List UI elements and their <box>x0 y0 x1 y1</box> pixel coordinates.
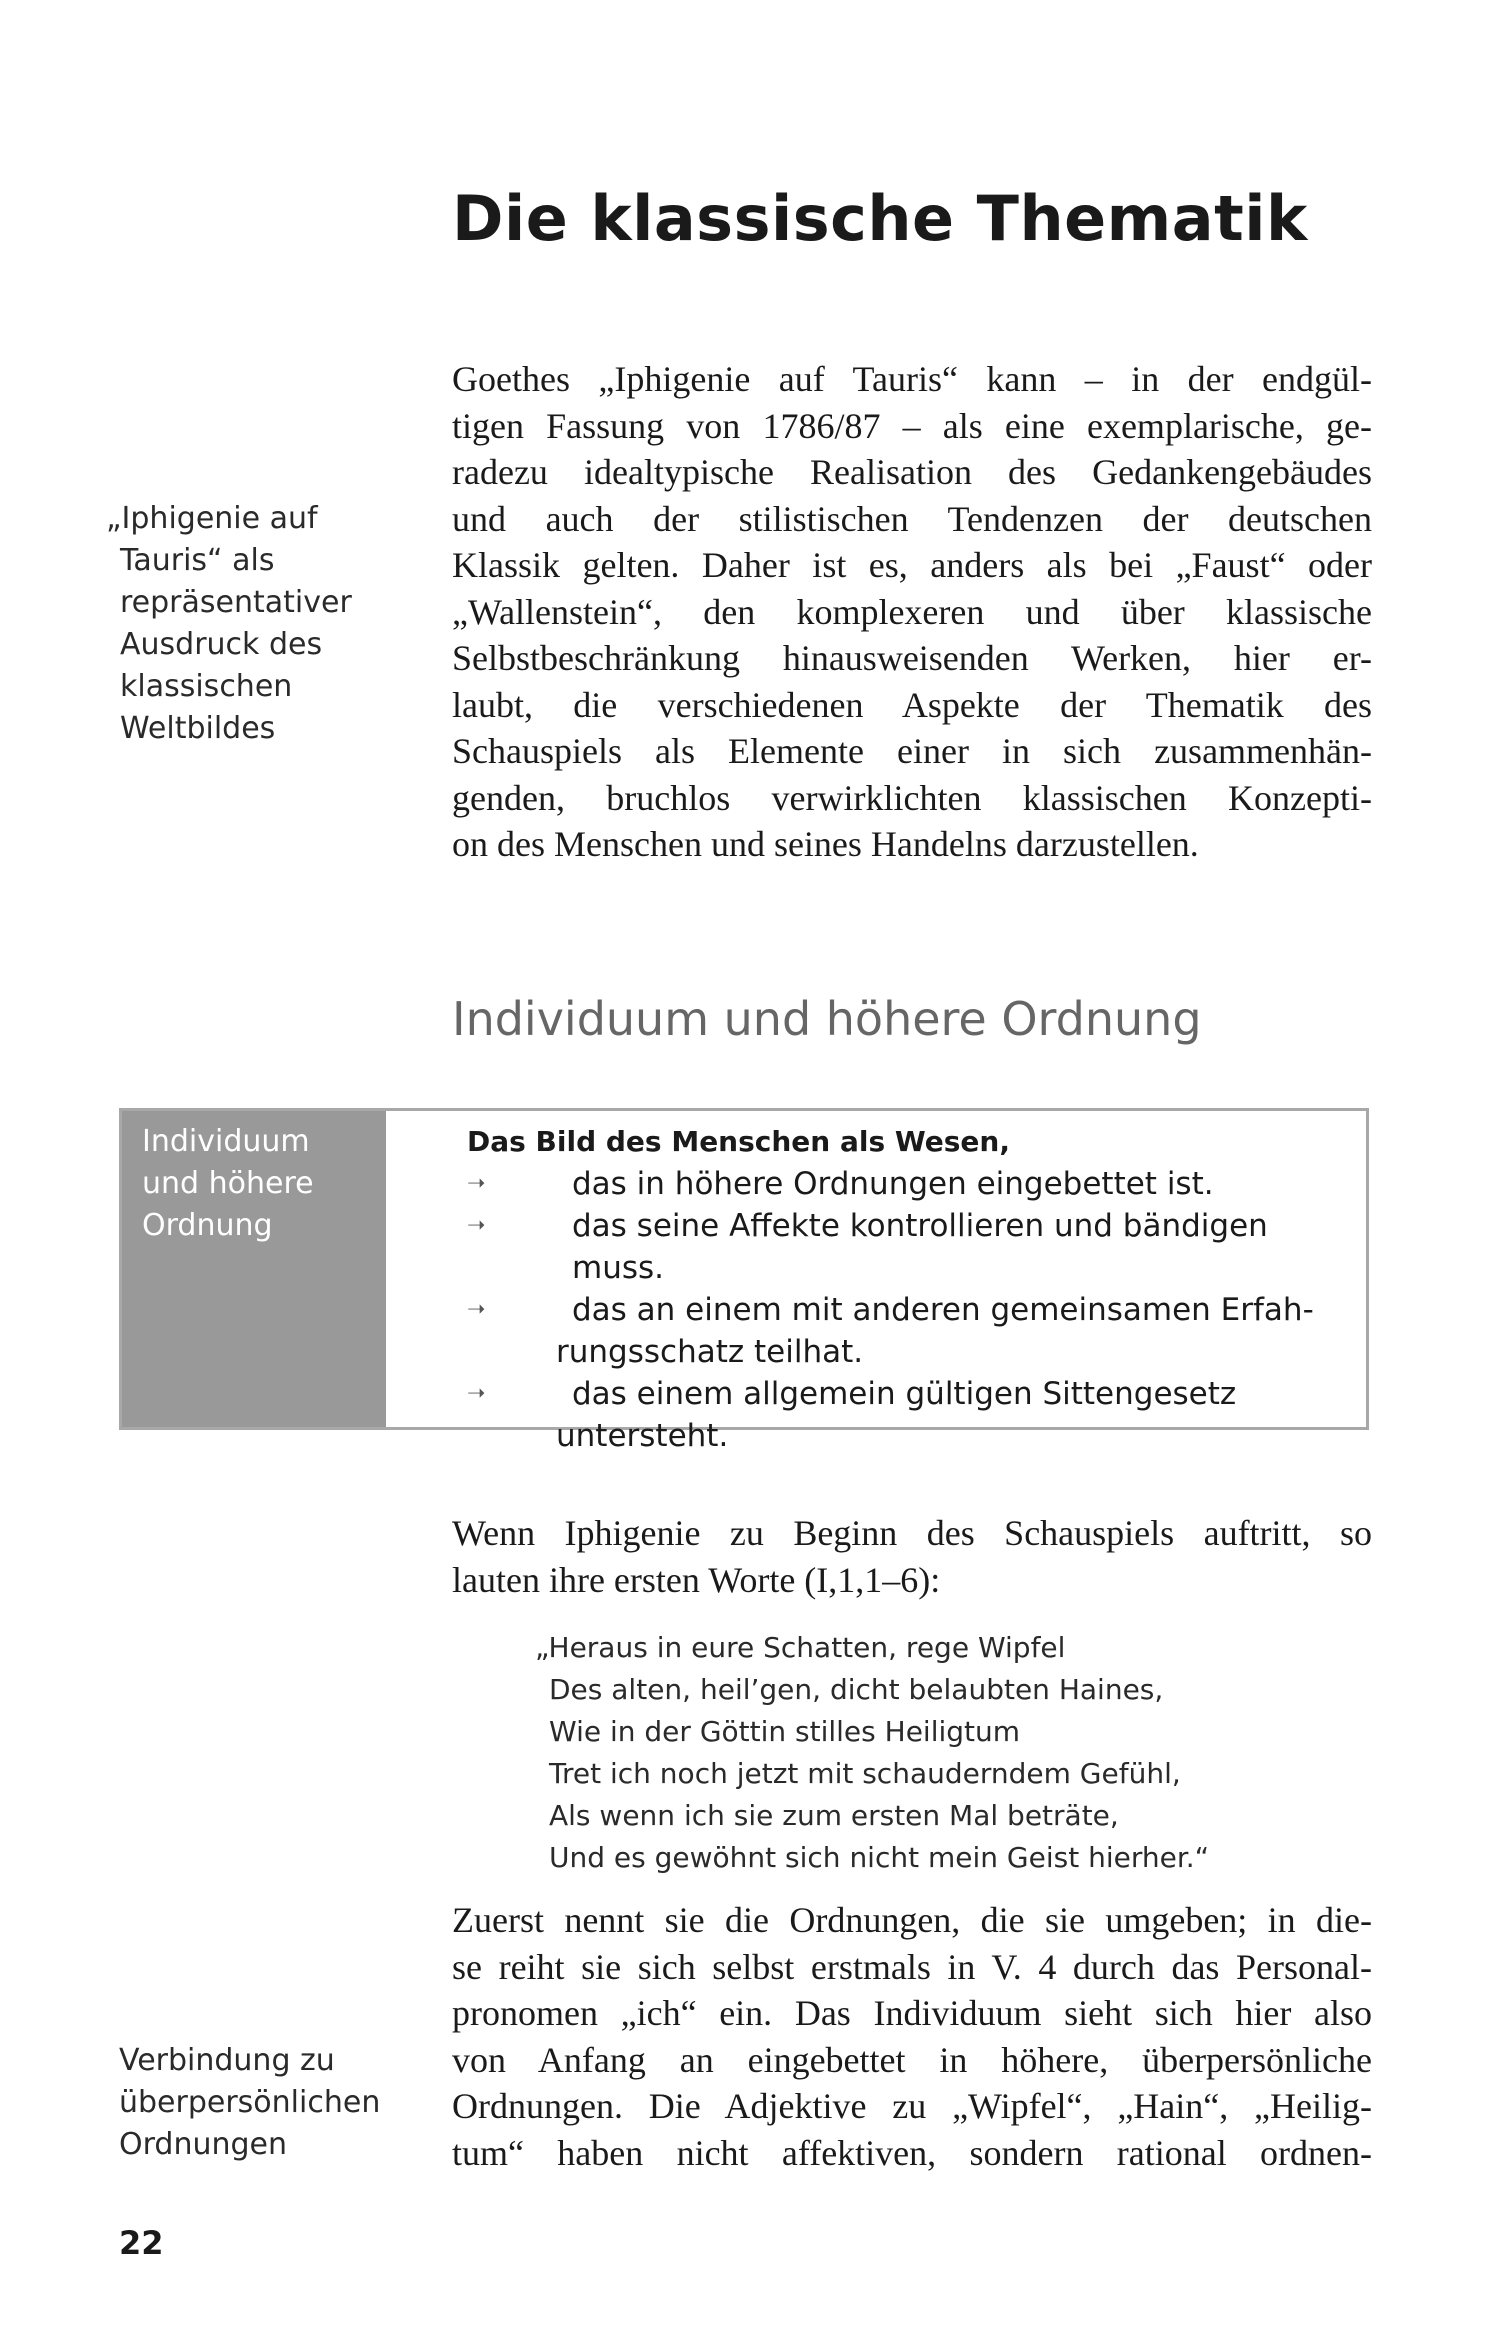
text-line: „Wallenstein“, den komplexeren und über klassische <box>452 591 1372 632</box>
page-number: 22 <box>119 2224 164 2262</box>
paragraph-3 <box>452 1897 1372 2176</box>
summary-box-label <box>122 1111 386 1427</box>
bullet-item <box>467 1205 1347 1289</box>
bullet-text-continued: untersteht. <box>556 1418 729 1454</box>
text-line: und auch der stilistischen Tendenzen der deutschen <box>452 498 1372 539</box>
text-line: Schauspiels als Elemente einer in sich zusammenhän- <box>452 731 1372 771</box>
text-line: Goethes „Iphigenie auf Tauris“ kann – in der endgül- <box>452 359 1372 399</box>
bullet-text: das seine Affekte kontrollieren und bändigen muss. <box>572 1208 1268 1286</box>
margin-note-line: klassischen <box>120 669 293 704</box>
arrow-right-icon: ➝ <box>467 1297 486 1322</box>
intro-paragraph <box>452 356 1372 868</box>
page-title: Die klassische Thematik <box>452 182 1308 255</box>
arrow-right-icon: ➝ <box>467 1381 486 1406</box>
margin-note-line: Tauris“ als <box>120 543 275 578</box>
box-label-line: Ordnung <box>142 1208 273 1243</box>
verse-line: Tret ich noch jetzt mit schauderndem Gefühl, <box>549 1757 1181 1790</box>
text-line: tum“ haben nicht affektiven, sondern rational ordnen- <box>452 2132 1372 2173</box>
verse-line: Und es gewöhnt sich nicht mein Geist hierher.“ <box>549 1841 1210 1874</box>
margin-note-line: Verbindung zu <box>119 2043 335 2078</box>
paragraph-2 <box>452 1510 1372 1603</box>
bullet-item <box>467 1373 1347 1457</box>
margin-note-line: „Iphigenie auf <box>106 501 318 536</box>
arrow-right-icon: ➝ <box>467 1171 486 1196</box>
text-line: radezu idealtypische Realisation des Gedankengebäudes <box>452 452 1372 492</box>
text-line: on des Menschen und seines Handelns darzustellen. <box>452 824 1199 864</box>
verse-line: „Heraus in eure Schatten, rege Wipfel <box>535 1631 1066 1664</box>
text-line: Zuerst nennt sie die Ordnungen, die sie umgeben; in die- <box>452 1900 1372 1940</box>
box-label-line: und höhere <box>142 1166 314 1201</box>
bullet-text-continued: rungsschatz teilhat. <box>556 1334 864 1370</box>
text-line: pronomen „ich“ ein. Das Individuum sieht sich hier also <box>452 1993 1372 2033</box>
text-line: laubt, die verschiedenen Aspekte der Thematik des <box>452 684 1372 725</box>
text-line: Wenn Iphigenie zu Beginn des Schauspiels auftritt, so <box>452 1513 1372 1553</box>
verse-line: Wie in der Göttin stilles Heiligtum <box>549 1715 1021 1748</box>
bullet-item <box>467 1289 1347 1373</box>
summary-box <box>119 1108 1369 1454</box>
text-line: genden, bruchlos verwirklichten klassischen Konzepti- <box>452 777 1372 818</box>
verse-line: Des alten, heil’gen, dicht belaubten Haines, <box>549 1673 1164 1706</box>
arrow-right-icon: ➝ <box>467 1213 486 1238</box>
text-line: Klassik gelten. Daher ist es, anders als bei „Faust“ oder <box>452 545 1372 585</box>
margin-note-line: Weltbildes <box>120 711 276 746</box>
bullet-text: das an einem mit anderen gemeinsamen Erfah- <box>572 1292 1314 1328</box>
text-line: von Anfang an eingebettet in höhere, überpersönliche <box>452 2039 1372 2080</box>
section-heading: Individuum und höhere Ordnung <box>452 992 1202 1046</box>
box-label-line: Individuum <box>142 1124 310 1159</box>
bullet-text: das in höhere Ordnungen eingebettet ist. <box>572 1166 1214 1202</box>
margin-note-line: überpersönlichen <box>119 2085 381 2120</box>
bullet-text: das einem allgemein gültigen Sittengesetz <box>572 1376 1237 1412</box>
verse-quote <box>535 1627 1209 1879</box>
summary-box-heading: Das Bild des Menschen als Wesen, <box>467 1125 1010 1158</box>
text-line: tigen Fassung von 1786/87 – als eine exemplarische, ge- <box>452 405 1372 446</box>
text-line: se reiht sie sich selbst erstmals in V. 4 durch das Personal- <box>452 1946 1372 1987</box>
text-line: Ordnungen. Die Adjektive zu „Wipfel“, „Hain“, „Heilig- <box>452 2086 1372 2126</box>
verse-line: Als wenn ich sie zum ersten Mal beträte, <box>549 1799 1119 1832</box>
bullet-item <box>467 1163 1347 1205</box>
text-line: lauten ihre ersten Worte (I,1,1–6): <box>452 1559 941 1600</box>
margin-note-verbindung <box>119 2040 380 2166</box>
text-line: Selbstbeschränkung hinausweisenden Werken, hier er- <box>452 638 1372 678</box>
summary-box-content <box>467 1121 1347 1457</box>
margin-note-iphigenie <box>106 498 352 750</box>
margin-note-line: Ordnungen <box>119 2127 288 2162</box>
margin-note-line: Ausdruck des <box>120 627 323 662</box>
margin-note-line: repräsentativer <box>120 585 352 620</box>
